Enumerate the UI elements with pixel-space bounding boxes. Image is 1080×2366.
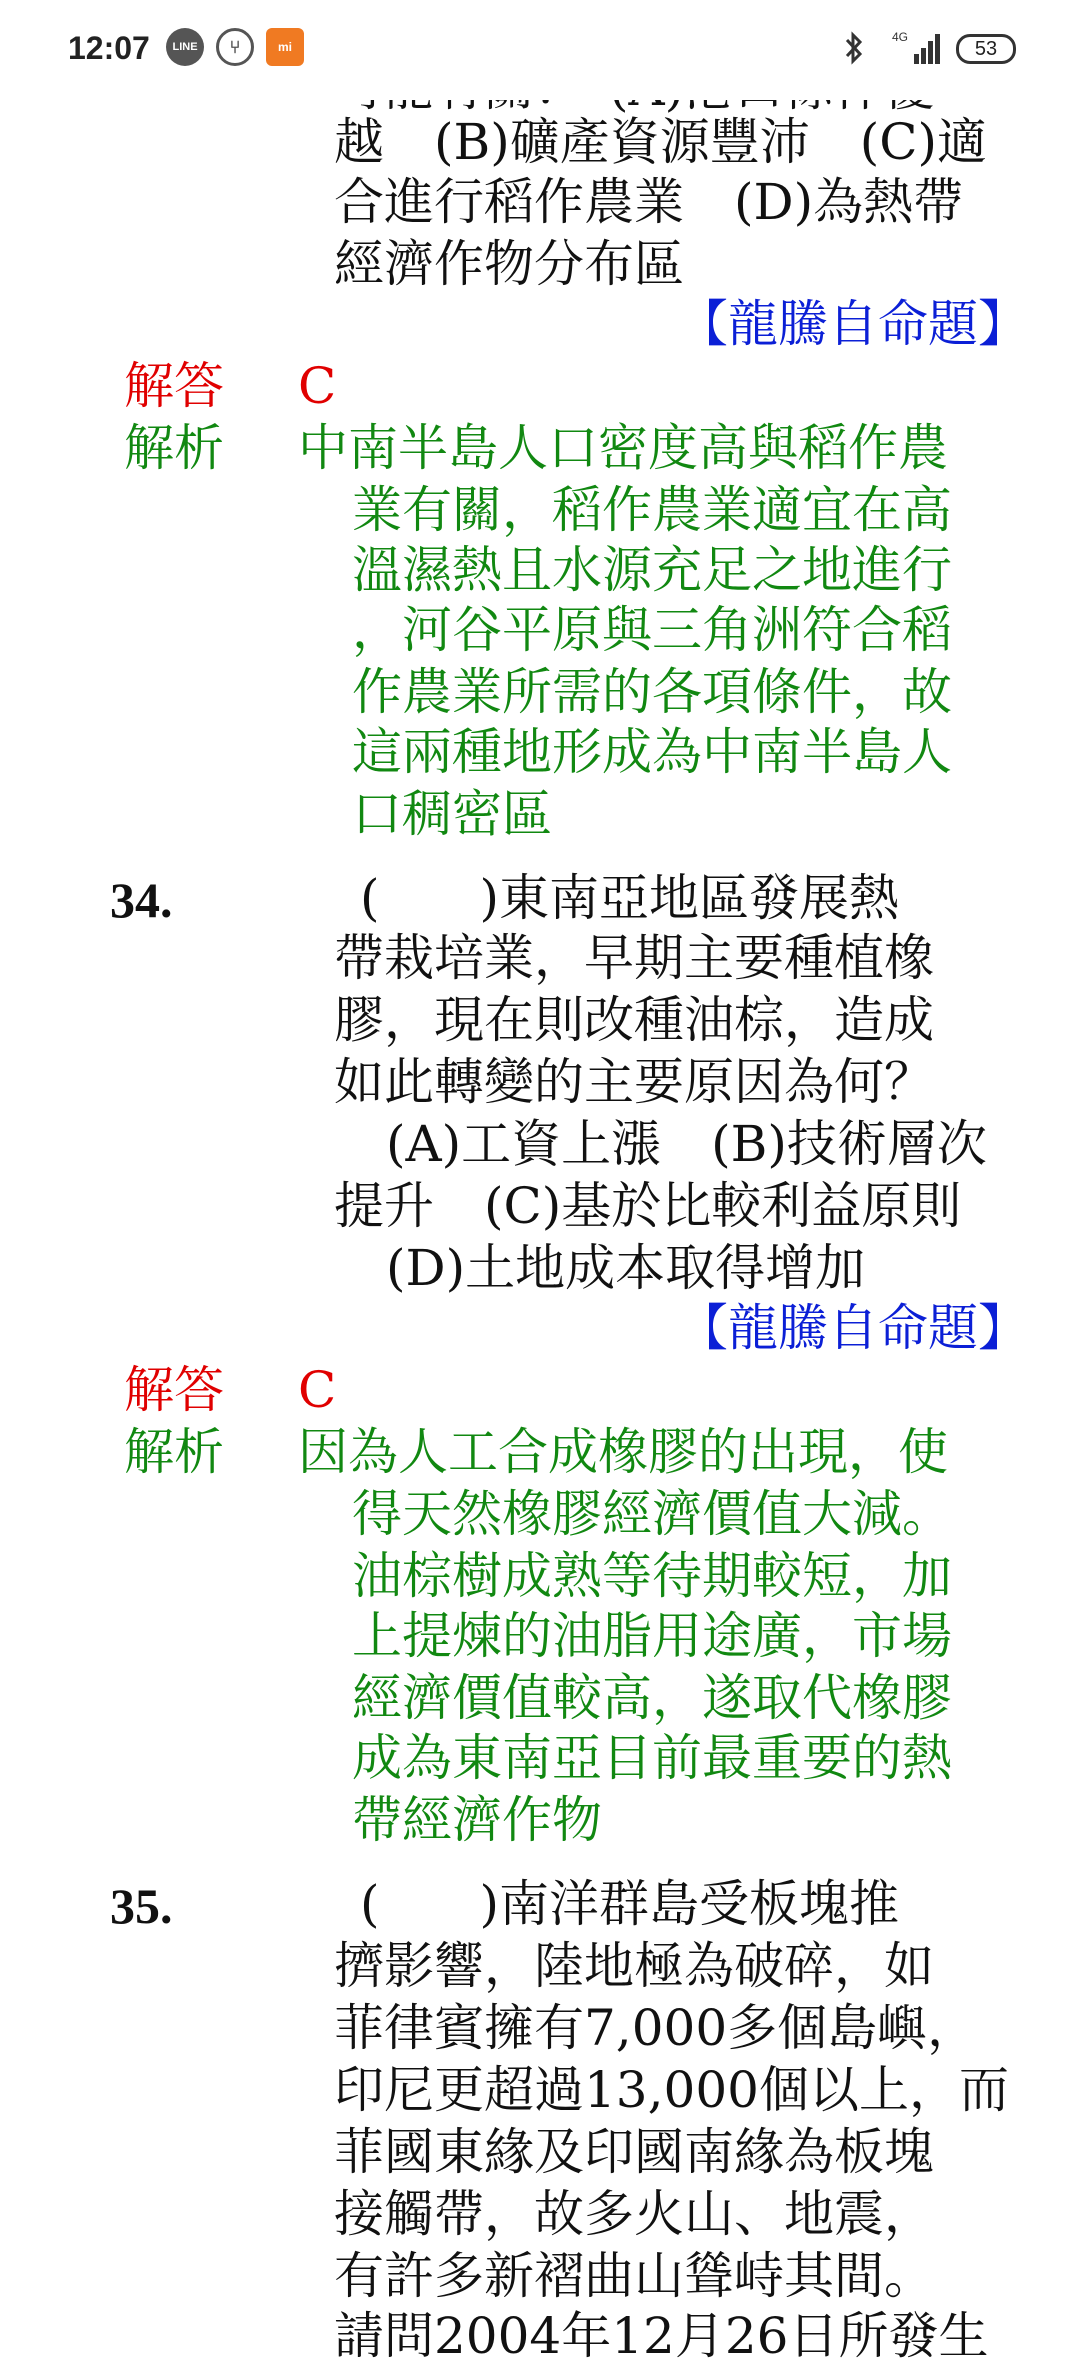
answer-label: 解答 — [124, 1361, 224, 1419]
question-line: 提升 (C)基於比較利益原則 — [334, 1177, 962, 1235]
question-line: 合進行稻作農業 (D)為熱帶 — [334, 173, 964, 231]
question-line: (A)工資上漲 (B)技術層次 — [386, 1115, 987, 1173]
signal-icon — [888, 28, 944, 66]
question-line: 經濟作物分布區 — [334, 235, 684, 293]
status-time: 12:07 — [68, 30, 150, 66]
analysis-line: 經濟價值較高，遂取代橡膠 — [352, 1669, 952, 1727]
source-label: 【龍騰自命題】 — [678, 1299, 1028, 1357]
analysis-line: 中南半島人口密度高與稻作農 — [298, 419, 948, 477]
analysis-line: 得天然橡膠經濟價值大減。 — [352, 1485, 952, 1543]
analysis-line: 口稠密區 — [352, 785, 552, 843]
analysis-line: ，河谷平原與三角洲符合稻 — [352, 601, 952, 659]
line-app-icon: LINE — [166, 28, 204, 66]
answer-value: C — [298, 1361, 337, 1419]
answer-label: 解答 — [124, 357, 224, 415]
analysis-label: 解析 — [124, 1423, 224, 1481]
analysis-line: 帶經濟作物 — [352, 1791, 602, 1849]
question-line: 膠，現在則改種油棕，造成 — [334, 991, 934, 1049]
question-line: 有許多新褶曲山聳峙其間。 — [334, 2247, 934, 2305]
analysis-line: 油棕樹成熟等待期較短，加 — [352, 1547, 952, 1605]
battery-icon: 53 — [956, 34, 1016, 64]
question-number: 34. — [110, 872, 173, 928]
question-line: 接觸帶，故多火山、地震， — [334, 2185, 934, 2243]
analysis-label: 解析 — [124, 419, 224, 477]
question-line: 菲律賓擁有7,000多個島嶼， — [334, 1999, 978, 2057]
question-number: 35. — [110, 1878, 173, 1934]
mi-app-icon: mi — [266, 28, 304, 66]
analysis-line: 因為人工合成橡膠的出現，使 — [298, 1423, 948, 1481]
answer-value: C — [298, 357, 337, 415]
analysis-line: 上提煉的油脂用途廣，市場 — [352, 1607, 952, 1665]
status-bar — [0, 0, 1080, 100]
question-line: (D)土地成本取得增加 — [386, 1239, 866, 1297]
question-line: 菲國東緣及印國南緣為板塊 — [334, 2123, 934, 2181]
network-type-label: 4G — [892, 30, 909, 44]
bluetooth-icon — [842, 30, 866, 66]
source-label: 【龍騰自命題】 — [678, 295, 1028, 353]
question-line: 擠影響，陸地極為破碎，如 — [334, 1937, 934, 1995]
analysis-line: 這兩種地形成為中南半島人 — [352, 723, 952, 781]
analysis-line: 作農業所需的各項條件，故 — [352, 663, 952, 721]
question-line: ( )東南亞地區發展熱 — [360, 869, 900, 927]
question-line: 請問2004年12月26日所發生 — [334, 2307, 989, 2365]
question-line: 越 (B)礦產資源豐沛 (C)適 — [334, 113, 988, 171]
analysis-line: 成為東南亞目前最重要的熱 — [352, 1729, 952, 1787]
analysis-line: 業有關，稻作農業適宜在高 — [352, 481, 952, 539]
question-line: ( )南洋群島受板塊推 — [360, 1875, 900, 1933]
question-line: 如此轉變的主要原因為何？ — [334, 1053, 934, 1111]
question-line: 帶栽培業，早期主要種植橡 — [334, 929, 934, 987]
question-line: 印尼更超過13,000個以上，而 — [334, 2061, 1009, 2119]
utensils-icon: ⑂ — [216, 28, 254, 66]
analysis-line: 溫濕熱且水源充足之地進行 — [352, 541, 952, 599]
